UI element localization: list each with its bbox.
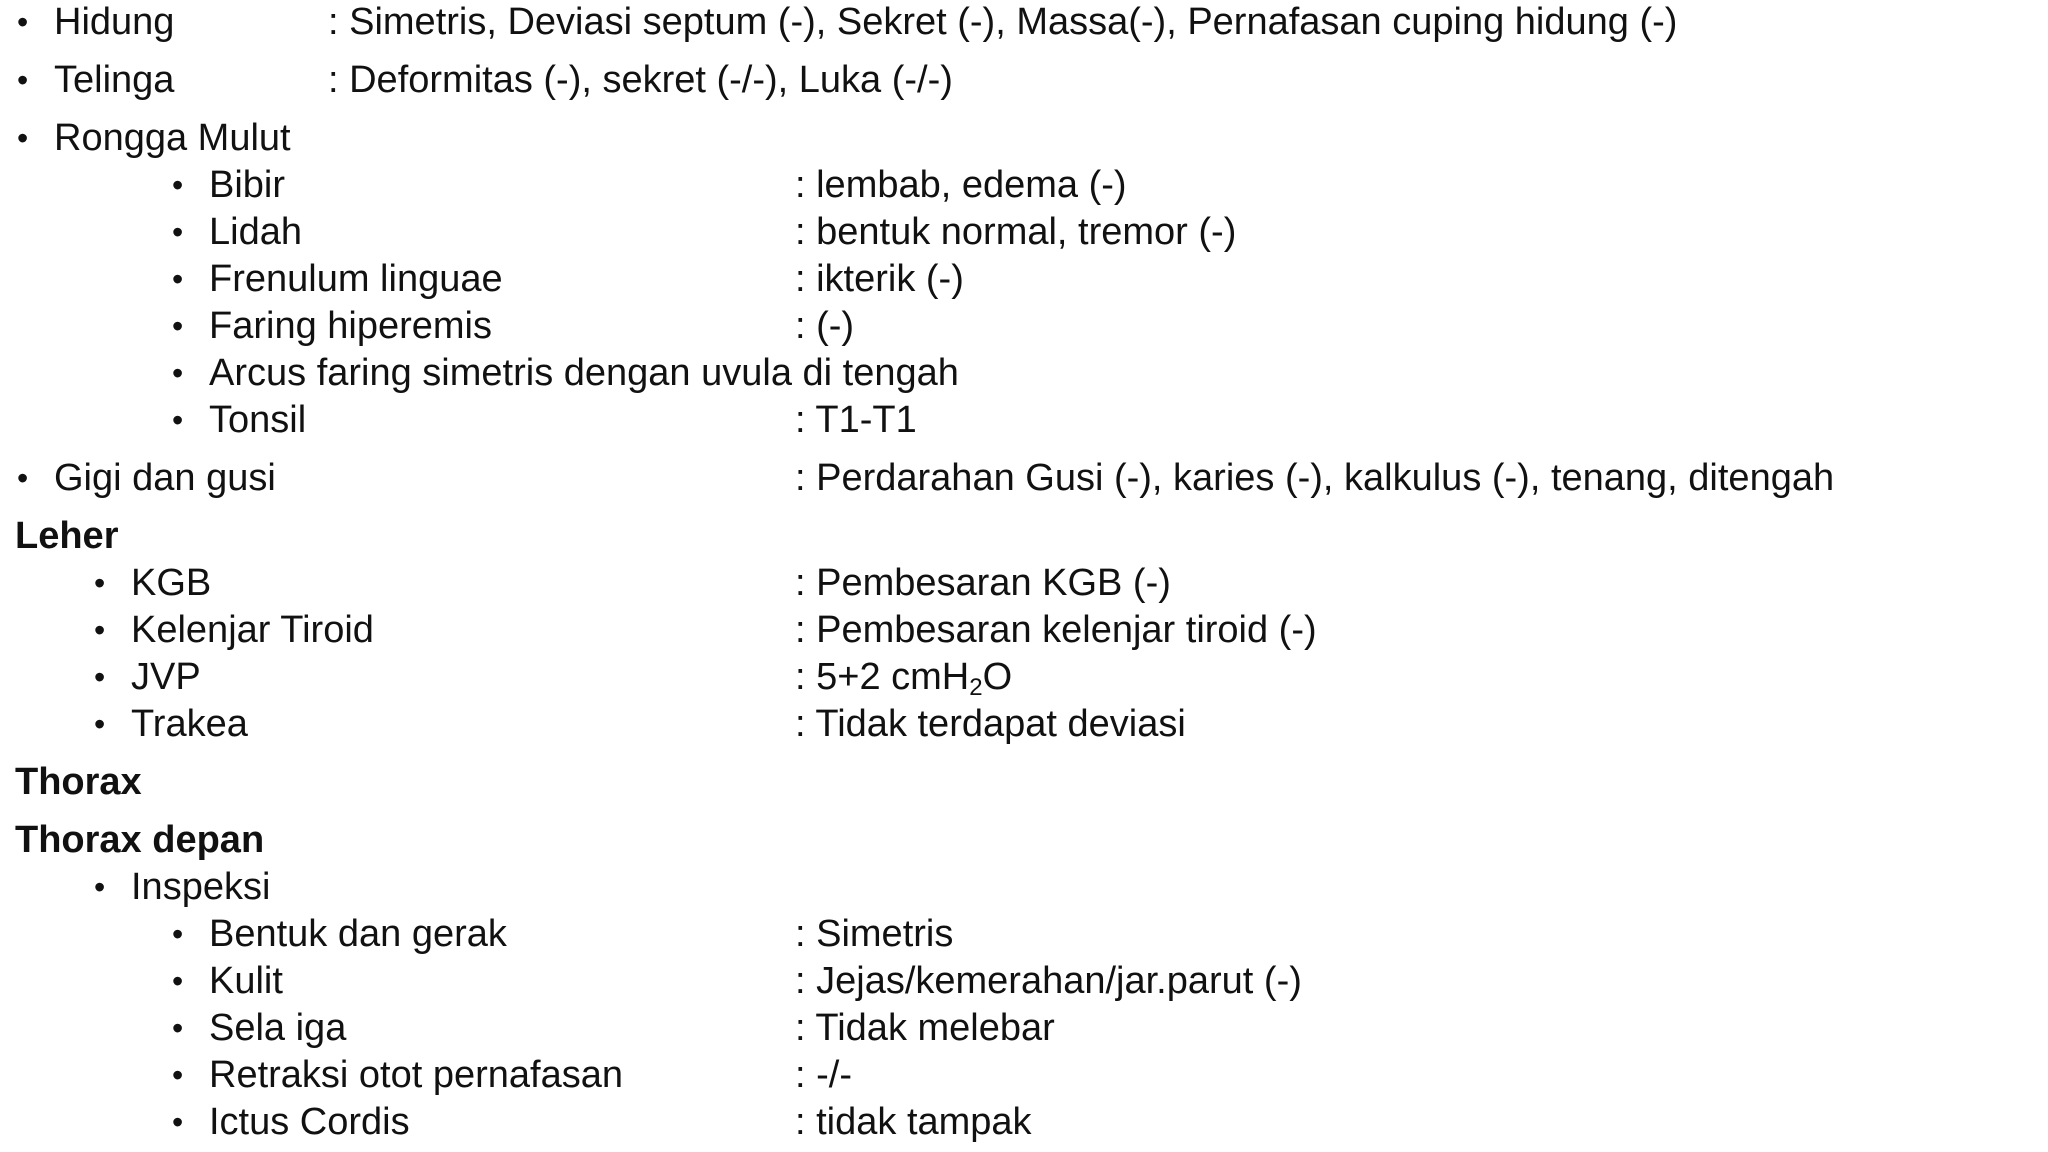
row-value: : bentuk normal, tremor (-) [795,211,1237,253]
row-value: : Simetris, Deviasi septum (-), Sekret (-), Massa(-), Pernafasan cuping hidung (-) [328,1,1678,43]
bullet-icon: • [172,1104,184,1140]
section-heading: Thorax depan [15,819,265,861]
row-value: : Perdarahan Gusi (-), karies (-), kalkulus (-), tenang, ditengah [795,457,1835,499]
row-label: Arcus faring simetris dengan uvula di tengah [209,352,959,394]
row-label: Tonsil [209,399,307,441]
row-label: JVP [131,656,201,698]
row-label: Kelenjar Tiroid [131,609,374,651]
row-value: : Tidak melebar [795,1007,1055,1049]
row-label: Ictus Cordis [209,1101,410,1143]
row-value: : Simetris [795,913,954,955]
jvp-subscript: 2 [969,674,983,701]
row-label: Lidah [209,211,302,253]
row-label: Bentuk dan gerak [209,913,507,955]
bullet-icon: • [172,261,184,297]
row-value [795,653,1012,701]
bullet-icon: • [17,120,29,156]
row-value: : ikterik (-) [795,258,964,300]
row-label: Frenulum linguae [209,258,503,300]
bullet-icon: • [172,167,184,203]
jvp-value-prefix: : 5+2 cmH [795,656,970,698]
row-label: Telinga [54,59,175,101]
bullet-icon: • [94,659,106,695]
bullet-icon: • [94,706,106,742]
bullet-icon: • [17,460,29,496]
row-label: KGB [131,562,212,604]
row-value: : (-) [795,305,855,347]
row-value: : lembab, edema (-) [795,164,1127,206]
row-value: : -/- [795,1054,852,1096]
row-value: : Pembesaran KGB (-) [795,562,1171,604]
row-label: Kulit [209,960,283,1002]
row-value: : Tidak terdapat deviasi [795,703,1186,745]
bullet-icon: • [172,1010,184,1046]
section-heading: Leher [15,515,119,557]
row-value: : Pembesaran kelenjar tiroid (-) [795,609,1317,651]
row-value: : Jejas/kemerahan/jar.parut (-) [795,960,1302,1002]
row-label: Trakea [131,703,248,745]
row-label: Faring hiperemis [209,305,492,347]
jvp-value-suffix: O [982,656,1013,698]
row-label: Rongga Mulut [54,117,291,159]
row-value: : Deformitas (-), sekret (-/-), Luka (-/-) [328,59,953,101]
row-label: Gigi dan gusi [54,457,276,499]
bullet-icon: • [94,565,106,601]
bullet-icon: • [94,612,106,648]
bullet-icon: • [17,62,29,98]
row-label: Retraksi otot pernafasan [209,1054,624,1096]
bullet-icon: • [172,402,184,438]
row-label: Bibir [209,164,286,206]
bullet-icon: • [172,214,184,250]
bullet-icon: • [17,4,29,40]
row-value: : tidak tampak [795,1101,1032,1143]
section-heading: Thorax [15,761,142,803]
bullet-icon: • [172,963,184,999]
bullet-icon: • [172,308,184,344]
row-label: Hidung [54,1,175,43]
row-label: Sela iga [209,1007,347,1049]
bullet-icon: • [172,355,184,391]
row-label: Inspeksi [131,866,271,908]
bullet-icon: • [172,1057,184,1093]
bullet-icon: • [172,916,184,952]
row-value: : T1-T1 [795,399,917,441]
bullet-icon: • [94,869,106,905]
